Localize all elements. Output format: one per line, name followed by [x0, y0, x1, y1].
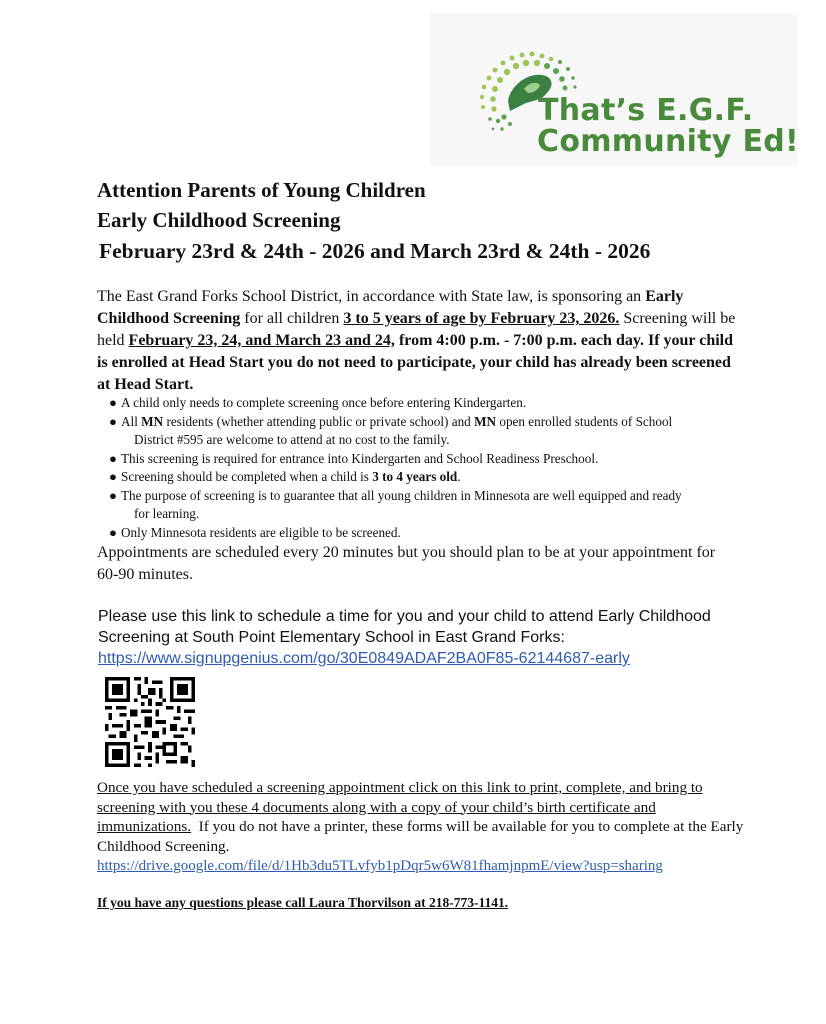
bullet-item: [106, 524, 736, 543]
bullet-item: [106, 450, 736, 469]
intro-paragraph: [97, 286, 737, 396]
schedule-instructions: Please use this link to schedule a time for you and your child to attend Early Childhood Screening at South Point Elementary School in East Grand Forks:: [98, 608, 711, 646]
bullet-icon: ●: [109, 469, 117, 484]
heading-screening: Early Childhood Screening: [97, 208, 341, 232]
bullet-text-continuation: District #595 are welcome to attend at no cost to the family.: [134, 432, 450, 447]
flyer-headings: [97, 175, 650, 267]
bullet-item: [106, 413, 736, 450]
schedule-section: [98, 606, 758, 669]
bullet-icon: ●: [109, 487, 117, 503]
qr-code-icon[interactable]: [105, 677, 195, 767]
bullet-item: [106, 394, 736, 413]
bullet-text: Only Minnesota residents are eligible to be screened.: [121, 524, 401, 540]
info-bullet-list: [106, 394, 736, 542]
heading-dates: February 23rd & 24th - 2026 and March 23rd & 24th - 2026: [99, 239, 651, 263]
age-requirement: 3 to 5 years of age by February 23, 2026.: [343, 310, 620, 327]
bullet-text: Screening should be completed when a child is: [121, 469, 373, 484]
community-ed-logo: [430, 13, 798, 166]
bullet-text: A child only needs to complete screening once before entering Kindergarten.: [121, 395, 527, 410]
screening-dates: February 23, 24, and March 23 and 24,: [128, 332, 395, 349]
bullet-text: open enrolled students of School: [496, 413, 673, 429]
bullet-text: This screening is required for entrance into Kindergarten and School Readiness Preschool.: [121, 450, 599, 466]
documents-instructions: Once you have scheduled a screening appointment click on this link to print, complete, and bring to screening with you these 4 documents along with a copy of your child’s birth certificate and immunizations.: [97, 779, 703, 835]
google-drive-forms-link[interactable]: https://drive.google.com/file/d/1Hb3du5TLvfyb1pDqr5w6W81fhamjnpmE/view?usp=sharing: [97, 858, 663, 874]
bullet-text: residents (whether attending public or private school) and: [163, 413, 475, 429]
appointment-info: Appointments are scheduled every 20 minutes but you should plan to be at your appointment for 60-90 minutes.: [97, 544, 716, 583]
program-name: Early Childhood Screening: [97, 288, 684, 327]
bullet-text: The purpose of screening is to guarantee that all young children in Minnesota are well equipped and ready: [121, 487, 682, 503]
intro-text: for all children: [240, 310, 344, 327]
bullet-text-bold: MN: [141, 413, 164, 429]
bullet-text: .: [457, 469, 461, 484]
screening-time-notice: from 4:00 p.m. - 7:00 p.m. each day. If your child is enrolled at Head Start you do not need to participate, your child has already been screened at Head Start.: [97, 332, 734, 393]
printer-note: If you do not have a printer, these forms will be available for you to complete at the Early Childhood Screening.: [97, 818, 748, 855]
bullet-text: All: [121, 413, 142, 429]
heading-attention: Attention Parents of Young Children: [97, 178, 426, 202]
signup-genius-link[interactable]: https://www.signupgenius.com/go/30E0849ADAF2BA0F85-62144687-early: [98, 650, 630, 667]
bullet-item: [106, 468, 736, 487]
bullet-icon: ●: [109, 524, 117, 540]
contact-info: If you have any questions please call Laura Thorvilson at 218-773-1141.: [97, 895, 509, 910]
documents-section: [97, 778, 747, 877]
bullet-icon: ●: [109, 395, 117, 410]
bullet-item: [106, 487, 736, 524]
intro-text: Screening will be held: [97, 310, 736, 349]
logo-text-line2: Community Ed!: [537, 124, 800, 159]
bullet-text-continuation: for learning.: [134, 506, 200, 521]
logo-text-line1: That’s E.G.F.: [538, 93, 754, 128]
bullet-icon: ●: [109, 413, 117, 429]
bullet-icon: ●: [109, 450, 117, 466]
intro-text: The East Grand Forks School District, in accordance with State law, is sponsoring an: [97, 288, 646, 305]
bullet-text-bold: MN: [474, 413, 497, 429]
bullet-text-bold: 3 to 4 years old: [372, 469, 458, 484]
